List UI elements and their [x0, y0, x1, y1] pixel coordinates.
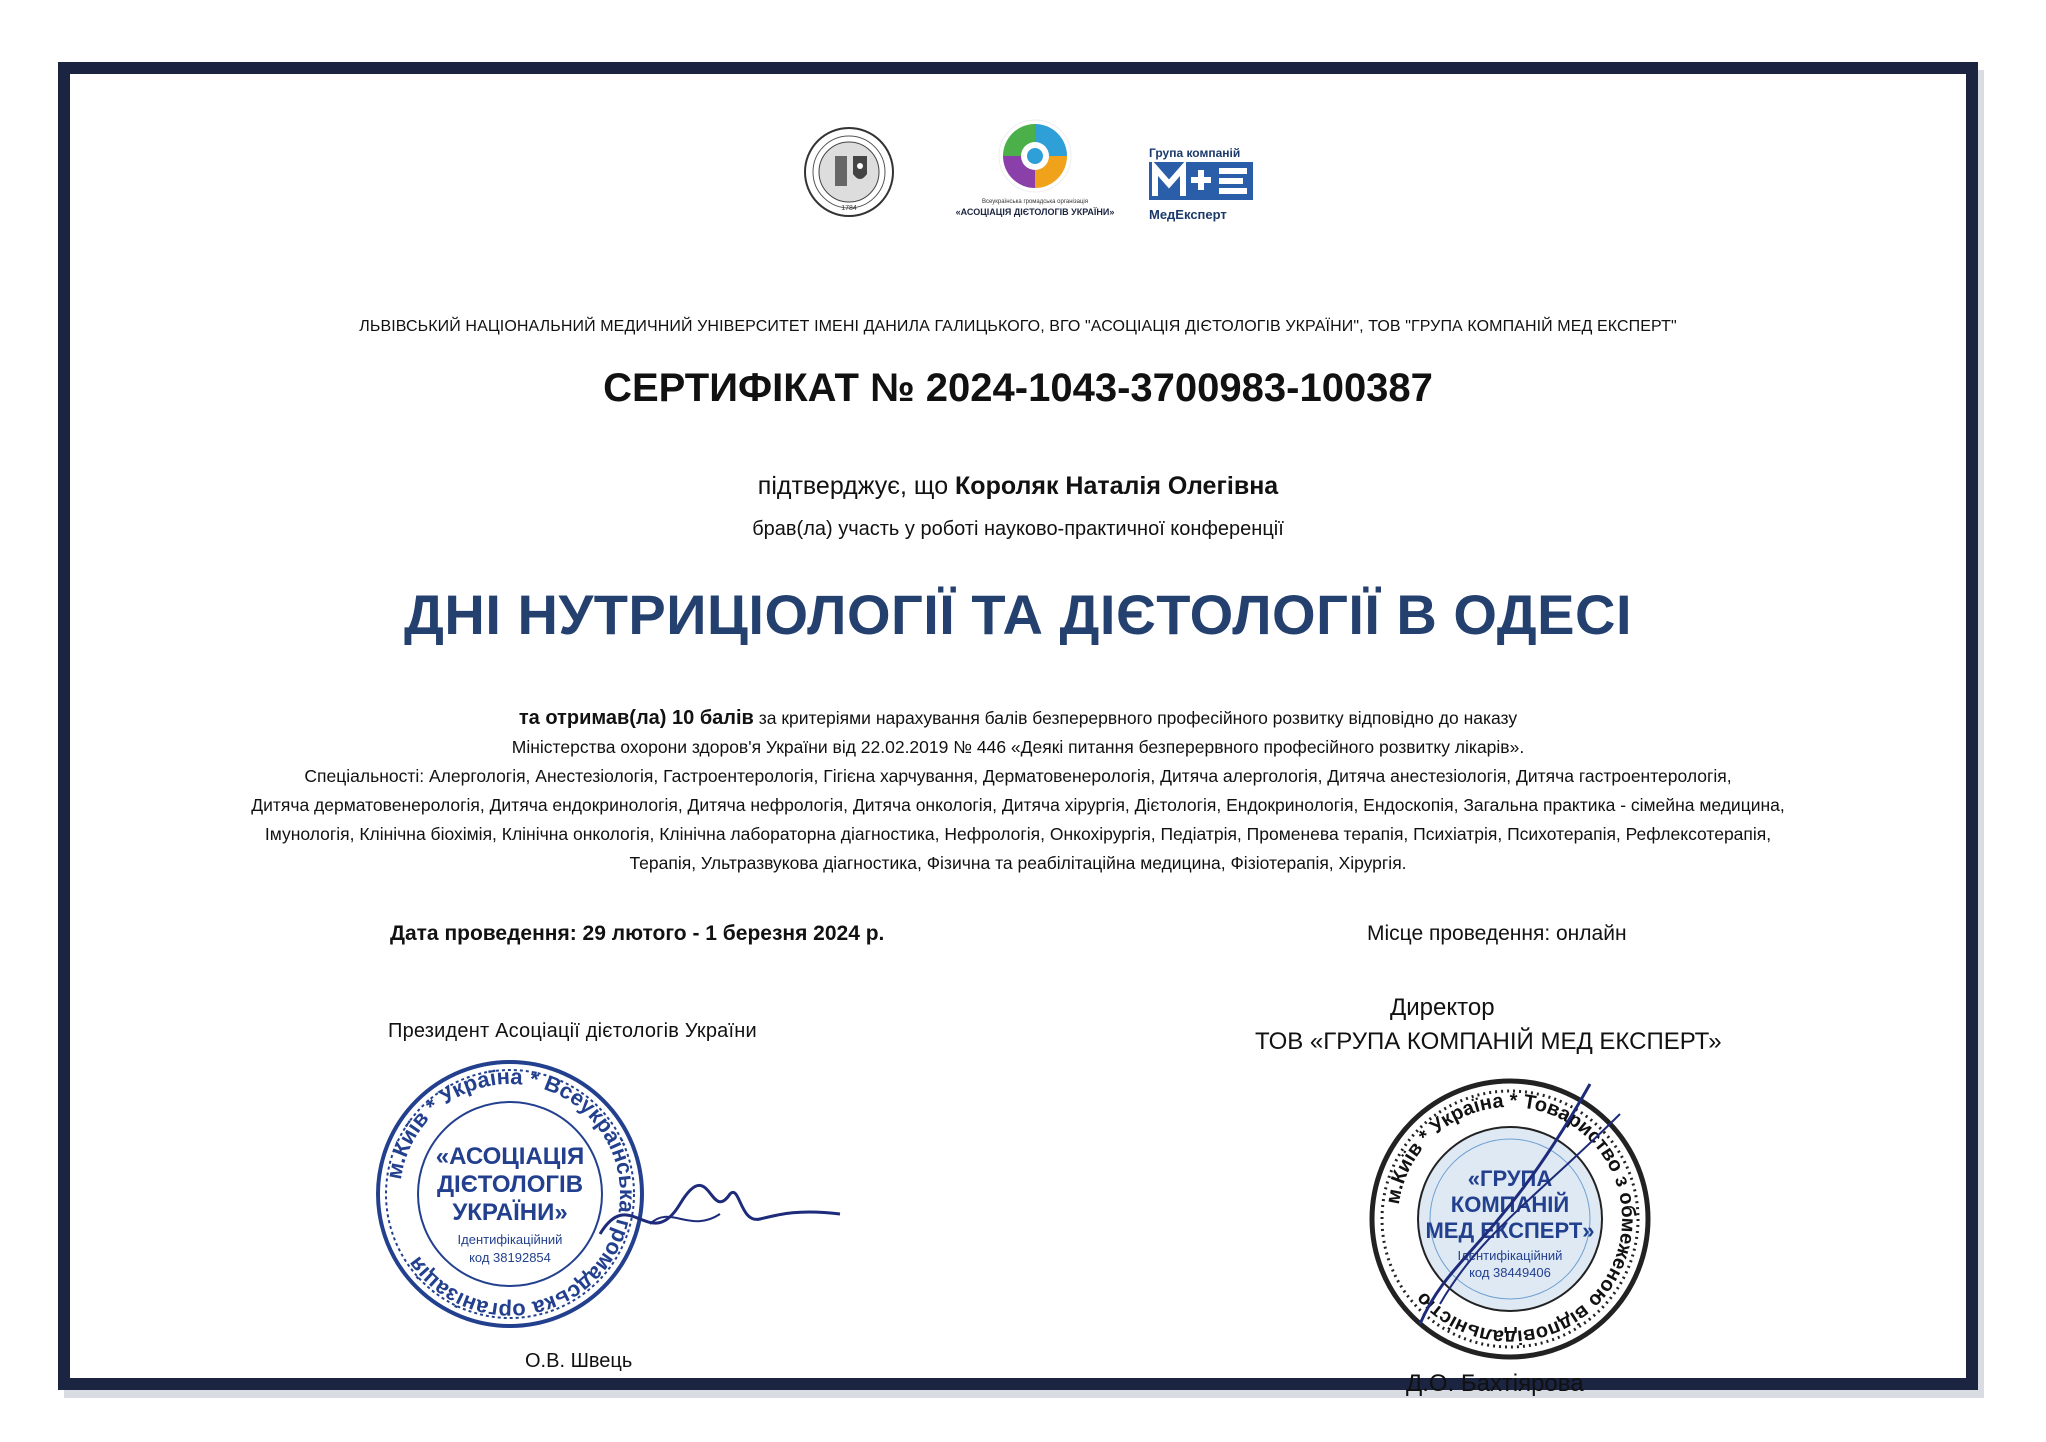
medexpert-stamp-ring: м.Київ * Україна * Товариство з обмеженою відповідальністю — [1381, 1089, 1640, 1349]
medexpert-stamp-center2: КОМПАНІЙ — [1450, 1192, 1570, 1217]
association-stamp-center1: «АСОЦІАЦІЯ — [435, 1143, 585, 1170]
organizers-line: ЛЬВІВСЬКИЙ НАЦІОНАЛЬНИЙ МЕДИЧНИЙ УНІВЕРСИТЕТ ІМЕНІ ДАНИЛА ГАЛИЦЬКОГО, ВГО "АСОЦІАЦІЯ ДІЄТОЛОГІВ УКРАЇНИ", ТОВ "ГРУПА КОМПАНІЙ МЕД ЕКСПЕРТ" — [359, 318, 1677, 335]
dietitians-association-logo — [945, 118, 1125, 223]
medexpert-logo — [1149, 146, 1269, 236]
points-rest: за критеріями нарахування балів безперервного професійного розвитку відповідно до наказу — [753, 708, 1518, 728]
right-signatory-title1: Директор — [1390, 994, 1495, 1021]
event-date: Дата проведення: 29 лютого - 1 березня 2024 р. — [390, 922, 885, 945]
medexpert-logo-bottom: МедЕксперт — [1149, 207, 1227, 222]
specialties-line: Імунологія, Клінічна біохімія, Клінічна онкологія, Клінічна лабораторна діагностика, Нефрологія, Онкохірургія, Педіатрія, Променева терапія, Психіатрія, Психотерапія, Рефлексотерапія, — [264, 824, 1772, 844]
right-signatory-title2: ТОВ «ГРУПА КОМПАНІЙ МЕД ЕКСПЕРТ» — [1255, 1028, 1722, 1055]
left-signature-icon — [590, 1164, 850, 1254]
association-stamp-center3: УКРАЇНИ» — [452, 1199, 568, 1226]
association-stamp-center2: ДІЄТОЛОГІВ — [436, 1171, 584, 1198]
event-place: Місце проведення: онлайн — [1367, 922, 1627, 945]
svg-text:1784: 1784 — [841, 205, 857, 212]
association-stamp-code-label: Ідентифікаційний — [457, 1232, 563, 1247]
association-caption: «АСОЦІАЦІЯ ДІЄТОЛОГІВ УКРАЇНИ» — [955, 207, 1115, 217]
event-title: ДНІ НУТРИЦІОЛОГІЇ ТА ДІЄТОЛОГІЇ В ОДЕСІ — [403, 583, 1632, 646]
medexpert-stamp-center3: МЕД ЕКСПЕРТ» — [1425, 1218, 1595, 1243]
specialties-line: Терапія, Ультразвукова діагностика, Фізична та реабілітаційна медицина, Фізіотерапія, Хірургія. — [629, 853, 1407, 873]
medexpert-stamp-code: код 38449406 — [1469, 1265, 1551, 1280]
points-description — [150, 704, 1886, 878]
certificate-number-title: СЕРТИФІКАТ № 2024-1043-3700983-100387 — [603, 366, 1433, 410]
points-line — [150, 704, 1886, 733]
ministry-line: Міністерства охорони здоров'я України від 22.02.2019 № 446 «Деякі питання безперервного професійного розвитку лікарів». — [511, 737, 1525, 757]
medexpert-emblem-icon — [1149, 160, 1253, 202]
certificate-frame — [58, 62, 1978, 1397]
recipient-name: Короляк Наталія Олегівна — [955, 472, 1279, 500]
medexpert-stamp-center1: «ГРУПА — [1467, 1166, 1553, 1191]
medexpert-logo-top: Група компаній — [1149, 146, 1241, 160]
left-signatory-name: О.В. Швець — [525, 1350, 633, 1372]
confirmation-line — [70, 472, 1966, 501]
association-stamp-ring: м.Київ * Україна * Всеукраїнська громадська організація — [380, 1063, 641, 1325]
confirm-prefix: підтверджує, що — [757, 472, 956, 500]
participation-line: брав(ла) участь у роботі науково-практичної конференції — [752, 518, 1284, 540]
medexpert-stamp — [1360, 1074, 1660, 1364]
university-seal-logo — [803, 126, 895, 218]
association-subcaption: Всеукраїнська громадська організація — [982, 199, 1088, 205]
points-bold: та отримав(ла) 10 балів — [518, 707, 754, 729]
medexpert-stamp-code-label: Ідентифікаційний — [1457, 1248, 1563, 1263]
left-signatory-title: Президент Асоціації дієтологів України — [388, 1020, 757, 1042]
specialties-line: Дитяча дерматовенерологія, Дитяча ендокринологія, Дитяча нефрологія, Дитяча онкологія, Дитяча хірургія, Дієтологія, Ендокринологія, Ендоскопія, Загальна практика - сімейна медицина, — [251, 795, 1785, 815]
right-signatory-name: Д.О. Бахтіярова — [1406, 1370, 1584, 1397]
specialties-line: Спеціальності: Алергологія, Анестезіологія, Гастроентерологія, Гігієна харчування, Дерматовенерологія, Дитяча алергологія, Дитяча анестезіологія, Дитяча гастроентерологія, — [304, 766, 1732, 786]
association-stamp-code: код 38192854 — [469, 1250, 551, 1265]
